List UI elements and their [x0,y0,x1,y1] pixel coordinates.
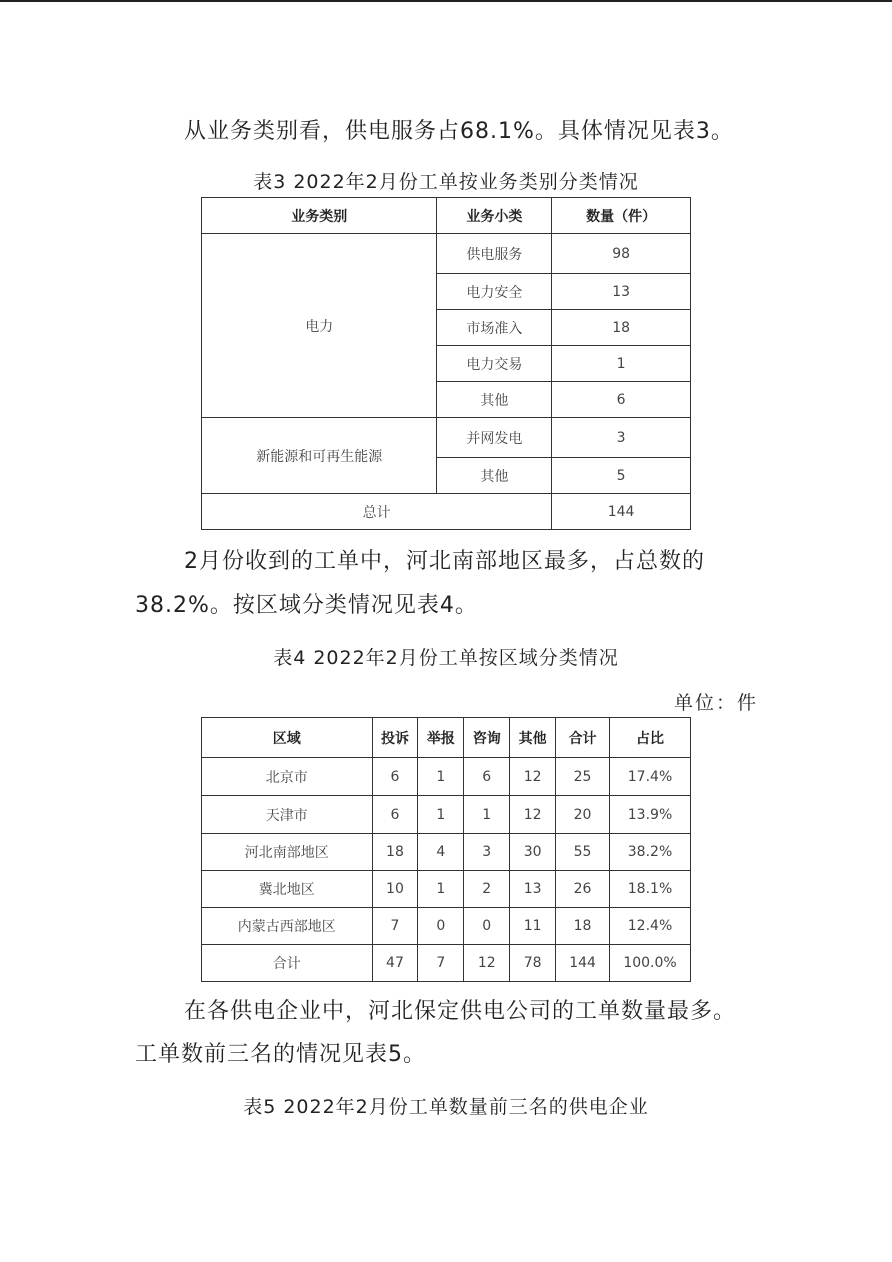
table4-cell: 1 [418,871,464,908]
table4-header-inquiry: 咨询 [464,718,510,758]
table4-cell: 18 [372,834,418,871]
table4-cell: 30 [510,834,556,871]
table-row [202,908,691,945]
table4-cell: 3 [464,834,510,871]
table3-category-cell: 新能源和可再生能源 [202,418,437,494]
table4-cell: 6 [372,796,418,834]
table4-header-region: 区域 [202,718,373,758]
table4-cell: 20 [556,796,610,834]
table4-cell: 6 [464,758,510,796]
table4-header-row [202,718,691,758]
table4-cell: 2 [464,871,510,908]
table3-count-cell: 3 [552,418,691,458]
table-row [202,796,691,834]
table4-cell: 12.4% [610,908,691,945]
table4-cell: 38.2% [610,834,691,871]
table4-header-share: 占比 [610,718,691,758]
table4-cell: 4 [418,834,464,871]
paragraph-region-summary-line1: 2月份收到的工单中，河北南部地区最多，占总数的 [184,549,705,574]
table3-caption: 表3 2022年2月份工单按业务类别分类情况 [253,171,639,193]
table4-cell: 11 [510,908,556,945]
table4-cell: 26 [556,871,610,908]
table4-total-row [202,945,691,982]
table4-cell: 6 [372,758,418,796]
table4-header-complaint: 投诉 [372,718,418,758]
table4-cell: 北京市 [202,758,373,796]
table3-sub-cell: 其他 [437,382,552,418]
table3-sub-cell: 电力交易 [437,346,552,382]
table3-count-cell: 5 [552,458,691,494]
table4-cell: 12 [510,796,556,834]
table3-sub-cell: 市场准入 [437,310,552,346]
table4-cell: 河北南部地区 [202,834,373,871]
table5-caption: 表5 2022年2月份工单数量前三名的供电企业 [243,1096,649,1118]
table4-cell: 25 [556,758,610,796]
table4-cell: 144 [556,945,610,982]
table3-count-cell: 18 [552,310,691,346]
table3-header-row [202,198,691,234]
table4-cell: 18 [556,908,610,945]
table4-cell: 13 [510,871,556,908]
table4-cell: 12 [464,945,510,982]
table4-cell: 合计 [202,945,373,982]
table3-total-value: 144 [552,494,691,530]
table3-total-row [202,494,691,530]
table4-cell: 12 [510,758,556,796]
table-row [202,234,691,274]
table-row [202,418,691,458]
table4-cell: 天津市 [202,796,373,834]
table4-cell: 1 [418,796,464,834]
table3-business-category [201,197,691,530]
table-row [202,758,691,796]
table4-cell: 0 [464,908,510,945]
table4-cell: 100.0% [610,945,691,982]
table3-category-cell: 电力 [202,234,437,418]
table-row [202,871,691,908]
table3-header-count: 数量（件） [552,198,691,234]
table4-cell: 冀北地区 [202,871,373,908]
table4-cell: 55 [556,834,610,871]
table4-header-total: 合计 [556,718,610,758]
table4-cell: 1 [464,796,510,834]
page-top-border [0,0,892,2]
paragraph-region-summary-line2: 38.2%。按区域分类情况见表4。 [135,593,478,618]
table3-count-cell: 1 [552,346,691,382]
table4-cell: 0 [418,908,464,945]
table3-sub-cell: 电力安全 [437,274,552,310]
table4-header-other: 其他 [510,718,556,758]
paragraph-company-summary-line1: 在各供电企业中，河北保定供电公司的工单数量最多。 [184,999,737,1024]
table3-count-cell: 6 [552,382,691,418]
table3-sub-cell: 并网发电 [437,418,552,458]
table3-header-category: 业务类别 [202,198,437,234]
table4-cell: 18.1% [610,871,691,908]
table4-cell: 47 [372,945,418,982]
table3-header-subcategory: 业务小类 [437,198,552,234]
table4-cell: 1 [418,758,464,796]
table3-count-cell: 98 [552,234,691,274]
table4-cell: 10 [372,871,418,908]
table3-sub-cell: 供电服务 [437,234,552,274]
table4-region [201,717,691,982]
paragraph-business-summary: 从业务类别看，供电服务占68.1%。具体情况见表3。 [184,119,734,144]
table4-cell: 7 [372,908,418,945]
table4-cell: 内蒙古西部地区 [202,908,373,945]
table3-sub-cell: 其他 [437,458,552,494]
table4-cell: 13.9% [610,796,691,834]
table3-count-cell: 13 [552,274,691,310]
table4-cell: 78 [510,945,556,982]
table3-total-label: 总计 [202,494,552,530]
table4-cell: 7 [418,945,464,982]
paragraph-company-summary-line2: 工单数前三名的情况见表5。 [135,1042,426,1067]
table4-cell: 17.4% [610,758,691,796]
table4-header-report: 举报 [418,718,464,758]
table4-caption: 表4 2022年2月份工单按区域分类情况 [273,647,619,669]
table-row [202,834,691,871]
table4-unit: 单位：件 [673,692,758,714]
